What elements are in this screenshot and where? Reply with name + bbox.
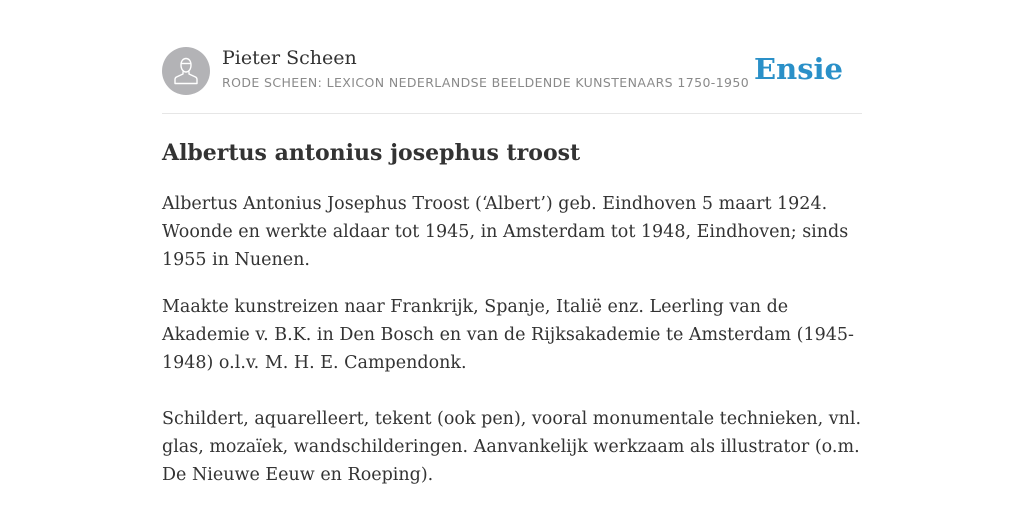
- article-paragraph: Maakte kunstreizen naar Frankrijk, Spanje, Italië enz. Leerling van de Akademie v. B.K. in Den Bosch en van de Rijksakademie te Amsterdam (1945-1948) o.l.v. M. H. E. Campendonk.: [162, 297, 854, 373]
- brand-logo[interactable]: Ensie: [754, 52, 843, 86]
- author-name[interactable]: Pieter Scheen: [222, 47, 357, 69]
- article-paragraph: Schildert, aquarelleert, tekent (ook pen), vooral monumentale technieken, vnl. glas, mozaïek, wandschilderingen. Aanvankelijk werkzaam als illustrator (o.m. De Nieuwe Eeuw en Roeping).: [162, 409, 862, 485]
- article-header: [162, 46, 862, 98]
- header-divider: [162, 113, 862, 114]
- article-title: Albertus antonius josephus troost: [162, 140, 581, 166]
- article-card: [162, 0, 862, 512]
- user-icon: [174, 57, 198, 85]
- avatar[interactable]: [162, 47, 210, 95]
- source-title[interactable]: RODE SCHEEN: LEXICON NEDERLANDSE BEELDENDE KUNSTENAARS 1750-1950: [222, 75, 750, 90]
- article-paragraph: Albertus Antonius Josephus Troost (‘Albert’) geb. Eindhoven 5 maart 1924. Woonde en werkte aldaar tot 1945, in Amsterdam tot 1948, Eindhoven; sinds 1955 in Nuenen.: [162, 194, 849, 270]
